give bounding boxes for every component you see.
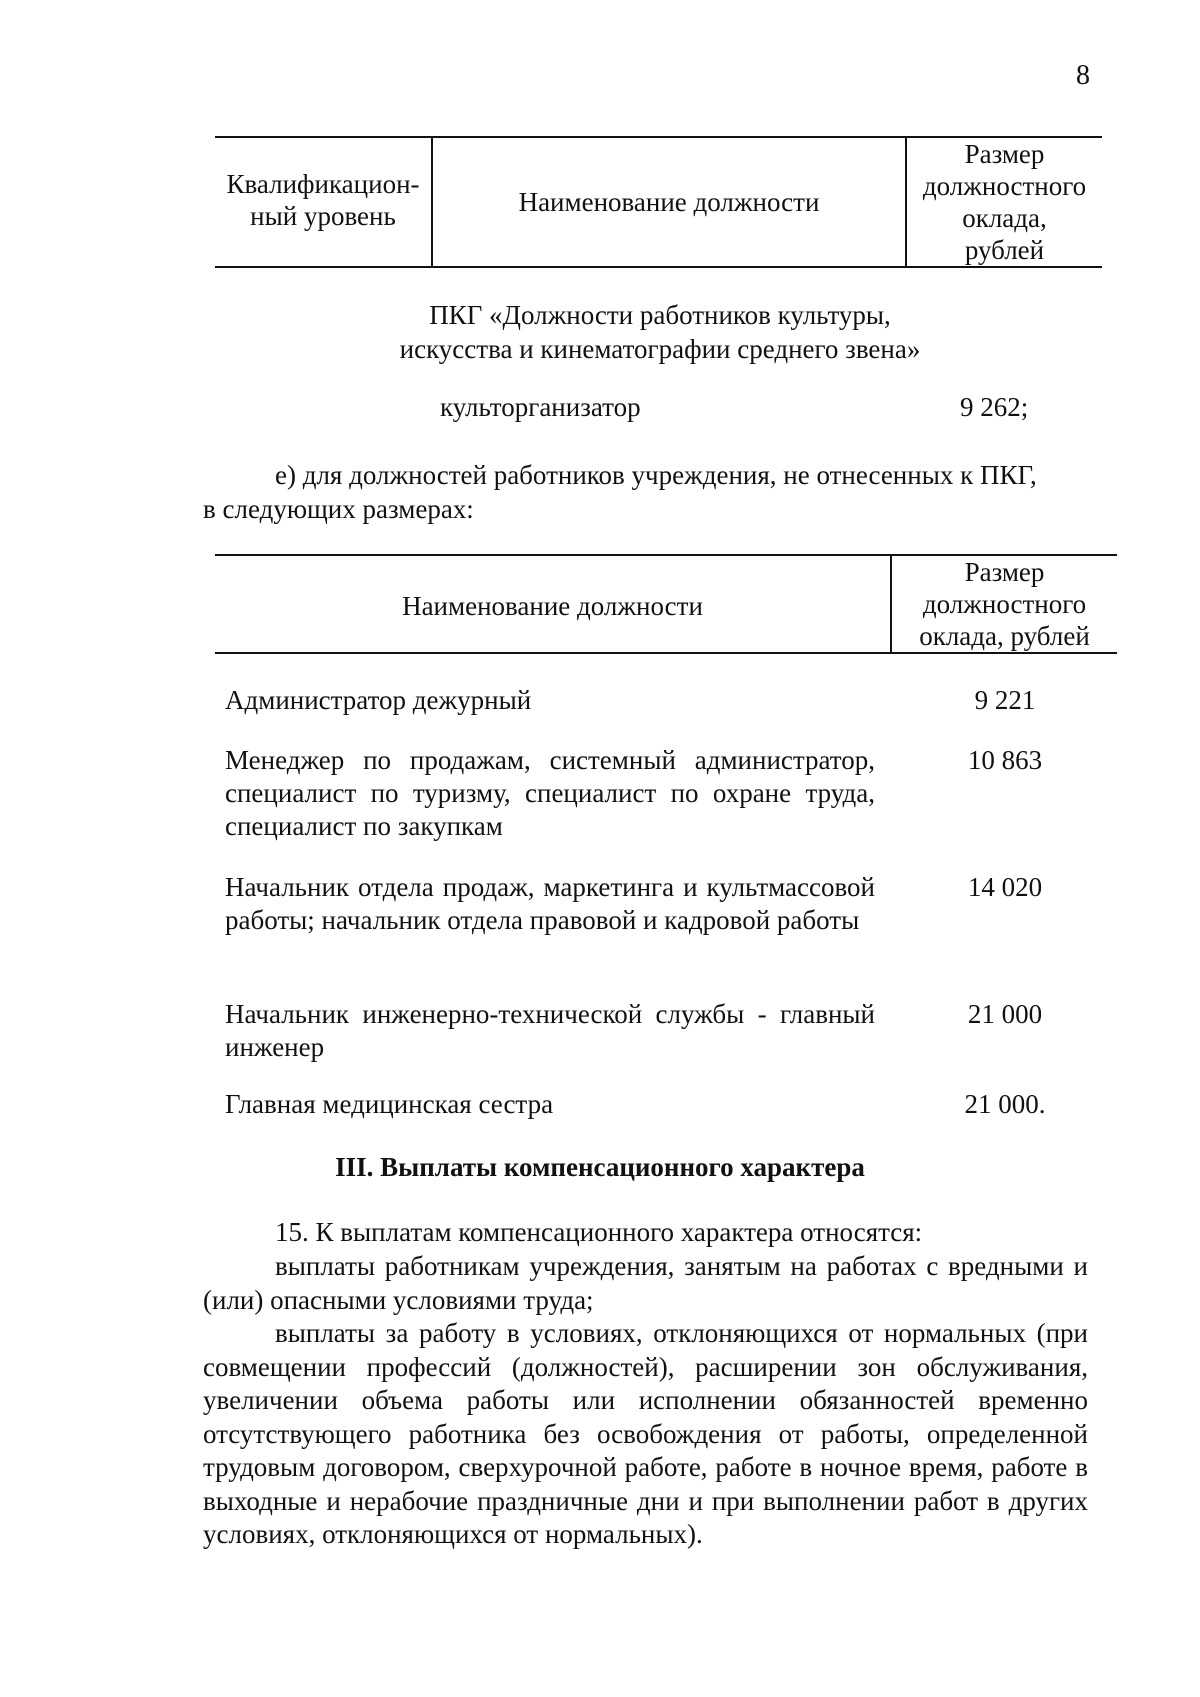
- table-row-value: 14 020: [967, 872, 1043, 902]
- pkg-title: ПКГ «Должности работников культуры, искусства и кинематографии среднего звена»: [399, 300, 921, 364]
- pkg-position-salary: 9 262;: [960, 392, 1029, 422]
- table-row-value: 21 000: [967, 999, 1043, 1029]
- table-2-header-bottom-border: [215, 652, 1117, 654]
- paragraph-e: е) для должностей работников учреждения, не отнесенных к ПКГ, в следующих размерах:: [203, 460, 1037, 524]
- page-number: 8: [1076, 60, 1090, 91]
- table-row-value: 21 000.: [964, 1089, 1046, 1119]
- table-row-value: 9 221: [974, 685, 1036, 715]
- table-2-header-salary: Размер должностного оклада, рублей: [919, 557, 1090, 651]
- paragraph: выплаты работникам учреждения, занятым на работах с вредными и (или) опасными условиями труда;: [203, 1251, 1088, 1315]
- table-row-name: Начальник отдела продаж, маркетинга и культмассовой работы; начальник отдела правовой и кадровой работы: [225, 872, 875, 935]
- table-2-header-position: Наименование должности: [402, 591, 703, 621]
- table-row-name: Начальник инженерно-технической службы - главный инженер: [225, 999, 875, 1062]
- table-1-header-level: Квалификацион- ный уровень: [226, 169, 420, 231]
- section-title: III. Выплаты компенсационного характера: [335, 1152, 865, 1182]
- paragraph: 15. К выплатам компенсационного характера относятся:: [275, 1217, 923, 1247]
- table-1-header-position: Наименование должности: [518, 187, 820, 217]
- paragraph: выплаты за работу в условиях, отклоняющихся от нормальных (при совмещении профессий (должностей), расширении зон обслуживания, увеличении объема работы или исполнении обязанностей временно отсутствующего работника без освобождения от работы, определенной трудовым договором, сверхурочной работе, работе в ночное время, работе в выходные и нерабочие праздничные дни и при выполнении работ в других условиях, отклоняющихся от нормальных).: [203, 1318, 1088, 1549]
- table-1-bottom-border: [215, 266, 1102, 268]
- table-row-name: Главная медицинская сестра: [225, 1089, 554, 1119]
- table-row-value: 10 863: [967, 745, 1043, 775]
- table-1-header-salary: Размер должностного оклада, рублей: [922, 139, 1087, 265]
- pkg-position-name: культорганизатор: [440, 392, 641, 422]
- table-row-name: Администратор дежурный: [225, 685, 532, 715]
- table-row-name: Менеджер по продажам, системный администратор, специалист по туризму, специалист по охране труда, специалист по закупкам: [225, 745, 875, 841]
